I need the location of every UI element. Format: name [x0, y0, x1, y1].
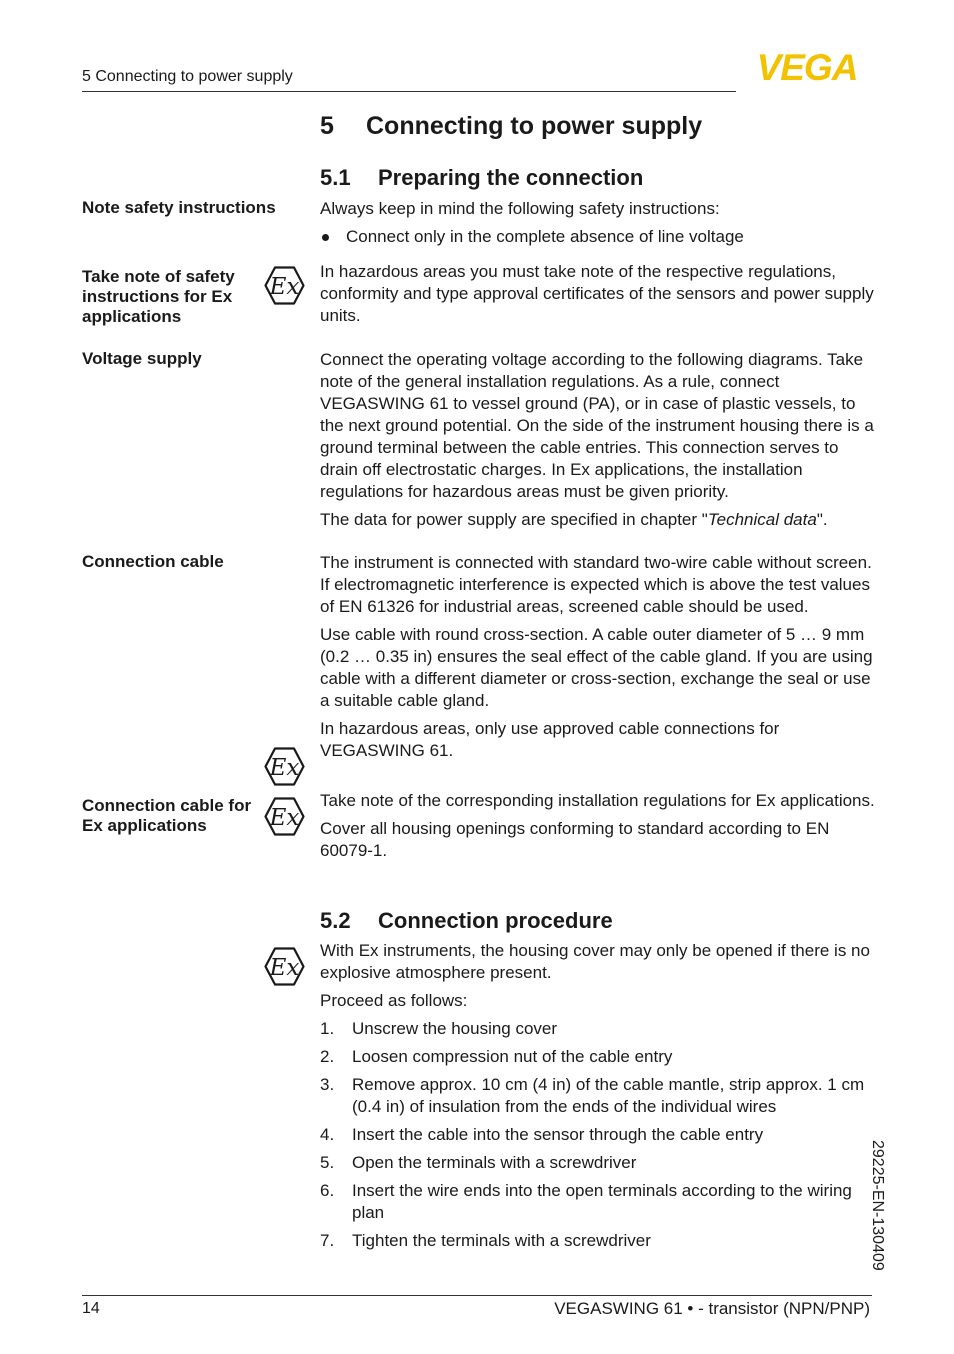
svg-text:Ex: Ex	[269, 805, 300, 831]
cable-paragraph-1: The instrument is connected with standard two-wire cable without screen. If electromagnetic interference is expected which is above the test values of EN 61326 for industrial areas, screened cable should be used.	[320, 553, 872, 616]
step-text: Insert the cable into the sensor through the cable entry	[352, 1125, 764, 1144]
cable-ex-block	[320, 790, 880, 862]
step-text: Remove approx. 10 cm (4 in) of the cable mantle, strip approx. 1 cm (0.4 in) of insulation from the ends of the individual wires	[352, 1075, 865, 1116]
section-number: 5.2	[320, 908, 351, 933]
procedure-step	[320, 1046, 880, 1068]
section-title-text: Preparing the connection	[378, 165, 644, 190]
ex-hazard-icon	[264, 947, 305, 986]
footer-rule	[82, 1295, 872, 1296]
svg-text:VEGA: VEGA	[756, 51, 858, 83]
ex-hazard-icon	[264, 797, 305, 836]
side-label-voltage: Voltage supply	[82, 349, 202, 368]
step-number: 1.	[320, 1019, 335, 1038]
svg-text:Ex: Ex	[269, 955, 300, 981]
section-5-1-title	[320, 165, 643, 191]
section-5-2-title	[320, 908, 613, 934]
procedure-step	[320, 1018, 880, 1040]
step-number: 5.	[320, 1153, 335, 1172]
step-text: Tighten the terminals with a screwdriver	[352, 1231, 651, 1250]
document-id: 29225-EN-130409	[869, 1140, 886, 1271]
safety-block	[320, 198, 880, 248]
procedure-warning: With Ex instruments, the housing cover may only be opened if there is no explosive atmosphere present.	[320, 941, 870, 982]
step-text: Unscrew the housing cover	[352, 1019, 558, 1038]
svg-text:Ex: Ex	[269, 274, 300, 300]
hazard-paragraph: In hazardous areas you must take note of the respective regulations, conformity and type approval certificates of the sensors and power supply units.	[320, 262, 874, 325]
step-number: 2.	[320, 1047, 335, 1066]
chapter-title-text: Connecting to power supply	[366, 112, 703, 140]
ex-paragraph-1: Take note of the corresponding installation regulations for Ex applications.	[320, 791, 875, 810]
procedure-step	[320, 1230, 880, 1252]
procedure-step	[320, 1074, 880, 1118]
step-text: Loosen compression nut of the cable entry	[352, 1047, 673, 1066]
running-header: 5 Connecting to power supply	[82, 68, 293, 85]
procedure-step	[320, 1180, 880, 1224]
procedure-block	[320, 940, 880, 1252]
voltage-paragraph: Connect the operating voltage according to the following diagrams. Take note of the general installation regulations. As a rule, connect VEGASWING 61 to vessel ground (PA), or in case of plastic vessels, to the next ground potential. On the side of the instrument housing there is a ground terminal between the cable entries. This connection serves to drain off electrostatic charges. In Ex applications, the installation regulations for hazardous areas must be given priority.	[320, 350, 874, 501]
ex-paragraph-2: Cover all housing openings conforming to standard according to EN 60079-1.	[320, 819, 830, 860]
header-rule	[82, 91, 736, 92]
footer-product: VEGASWING 61 • - transistor (NPN/PNP)	[554, 1299, 870, 1318]
ex-hazard-icon	[264, 266, 305, 305]
cable-paragraph-3: In hazardous areas, only use approved cable connections for VEGASWING 61.	[320, 719, 780, 760]
side-label-cable: Connection cable	[82, 552, 224, 571]
side-label-note-safety: Note safety instructions	[82, 198, 276, 217]
step-number: 4.	[320, 1125, 335, 1144]
procedure-intro: Proceed as follows:	[320, 991, 468, 1010]
cable-paragraph-2: Use cable with round cross-section. A cable outer diameter of 5 … 9 mm (0.2 … 0.35 in) ensures the seal effect of the cable gland. If you are using cable with a different diameter or cross-section, exchange the seal or use a suitable cable gland.	[320, 625, 873, 710]
procedure-step	[320, 1152, 880, 1174]
safety-bullet: Connect only in the complete absence of line voltage	[320, 226, 880, 248]
step-number: 3.	[320, 1075, 335, 1094]
side-label-ex-safety: Take note of safety instructions for Ex applications	[82, 267, 235, 326]
data-reference: The data for power supply are specified in chapter "Technical data".	[320, 510, 828, 529]
step-number: 7.	[320, 1231, 335, 1250]
page-number: 14	[82, 1300, 100, 1317]
procedure-step	[320, 1124, 880, 1146]
svg-text:Ex: Ex	[269, 755, 300, 781]
step-text: Open the terminals with a screwdriver	[352, 1153, 637, 1172]
vega-logo	[741, 51, 873, 83]
voltage-block	[320, 349, 880, 531]
step-number: 6.	[320, 1181, 335, 1200]
chapter-number: 5	[320, 112, 334, 140]
side-label-cable-ex: Connection cable for Ex applications	[82, 796, 252, 835]
chapter-title	[320, 112, 702, 141]
section-number: 5.1	[320, 165, 351, 190]
cable-block	[320, 552, 880, 762]
ex-hazard-icon	[264, 747, 305, 786]
step-text: Insert the wire ends into the open terminals according to the wiring plan	[352, 1181, 852, 1222]
procedure-steps	[320, 1018, 880, 1252]
section-title-text: Connection procedure	[378, 908, 613, 933]
safety-intro: Always keep in mind the following safety instructions:	[320, 199, 720, 218]
technical-data-ref: Technical data	[707, 510, 817, 529]
